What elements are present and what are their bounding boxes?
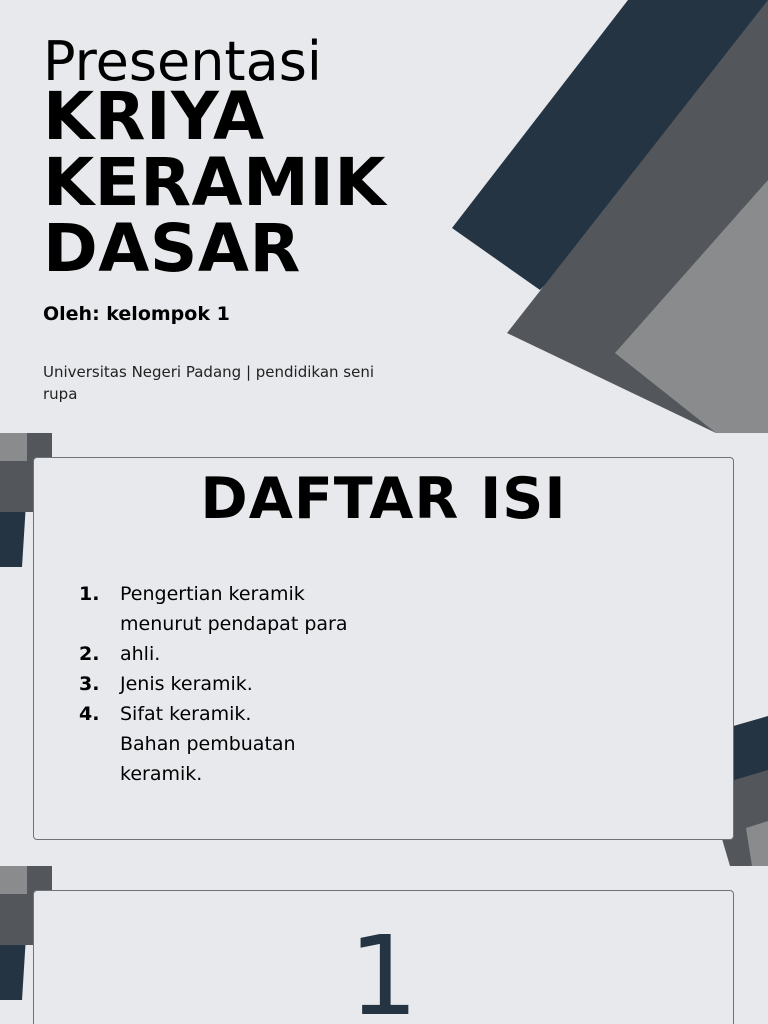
navy-corner-shape bbox=[0, 936, 26, 1000]
toc-items bbox=[120, 579, 400, 789]
slide-table-of-contents bbox=[0, 433, 768, 866]
toc-item-line: Pengertian keramik bbox=[120, 583, 305, 605]
affiliation-line: Universitas Negeri Padang | pendidikan seni rupa bbox=[43, 363, 375, 403]
toc-number: 4. bbox=[79, 703, 100, 725]
content-box bbox=[33, 457, 734, 840]
slide-title bbox=[0, 0, 768, 433]
slide-section-1 bbox=[0, 866, 768, 1024]
toc-item-line: Bahan pembuatan bbox=[120, 733, 296, 755]
toc-numbers bbox=[79, 579, 99, 729]
toc-item-line: Sifat keramik. bbox=[120, 703, 252, 725]
author-line: Oleh: kelompok 1 bbox=[43, 303, 230, 325]
toc-item-line: keramik. bbox=[120, 763, 203, 785]
title-line-1: KRIYA bbox=[43, 78, 265, 155]
presentation-label: Presentasi bbox=[43, 30, 322, 93]
toc-item-line: ahli. bbox=[120, 643, 161, 665]
toc-number: 2. bbox=[79, 643, 100, 665]
light-gray-corner-shape bbox=[0, 866, 27, 894]
title-line-3: DASAR bbox=[43, 210, 301, 287]
toc-number: 1. bbox=[79, 583, 100, 605]
toc-item-line: Jenis keramik. bbox=[120, 673, 253, 695]
toc-item-line: menurut pendapat para bbox=[120, 613, 348, 635]
title-line-2: KERAMIK bbox=[43, 144, 387, 221]
toc-number bbox=[79, 609, 99, 639]
toc-title: DAFTAR ISI bbox=[200, 466, 567, 532]
light-gray-corner-shape bbox=[0, 433, 27, 461]
toc-number: 3. bbox=[79, 673, 100, 695]
section-number: 1 bbox=[348, 912, 419, 1024]
navy-corner-shape bbox=[0, 503, 26, 567]
content-box bbox=[33, 890, 734, 1024]
